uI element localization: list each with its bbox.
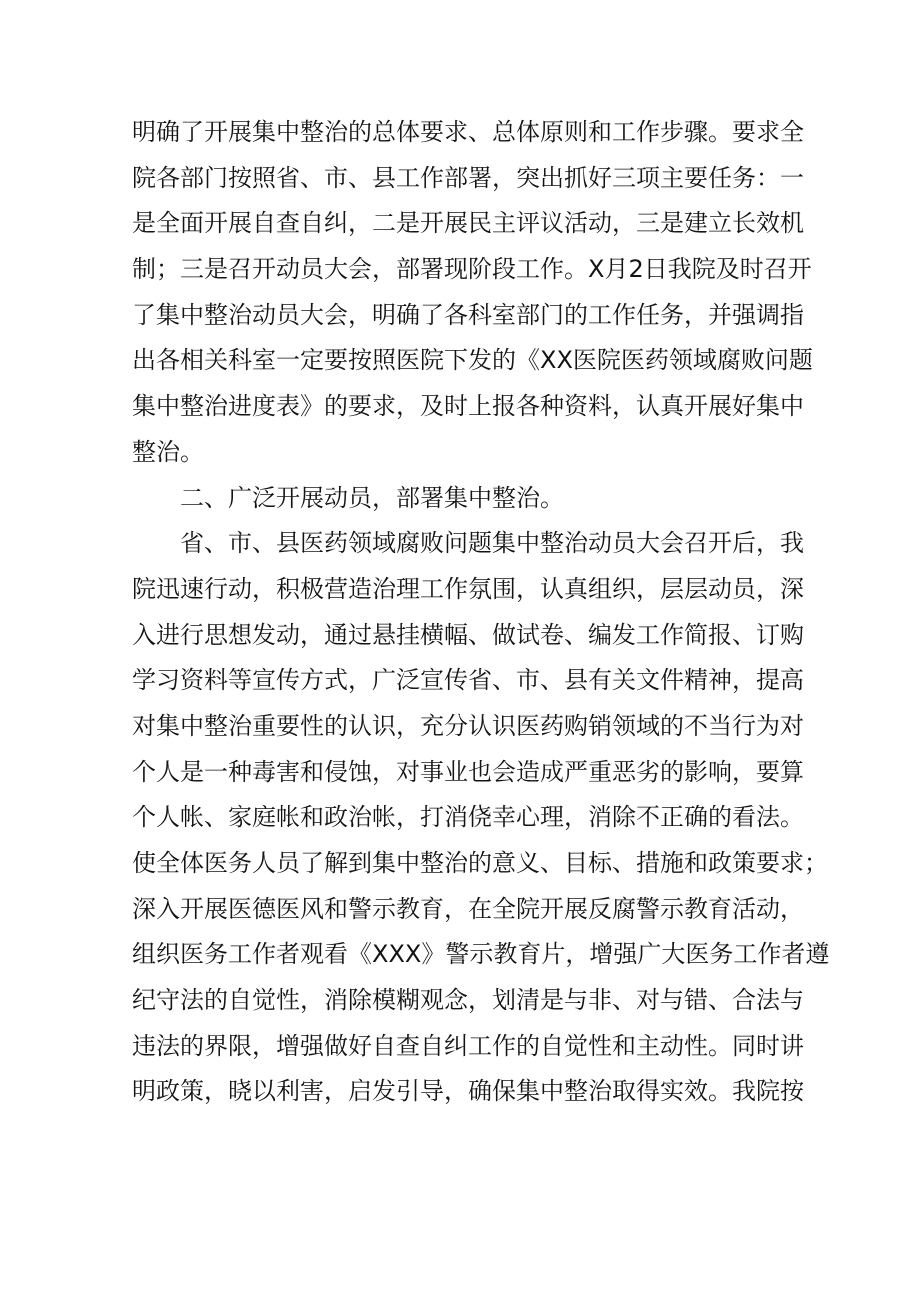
body-line: 使全体医务人员了解到集中整治的意义、目标、措施和政策要求；: [132, 849, 828, 877]
document-body: [132, 110, 830, 1115]
body-line: 了集中整治动员大会，明确了各科室部门的工作任务，并强调指: [132, 300, 804, 329]
body-line: 是全面开展自查自纠，二是开展民主评议活动，三是建立长效机: [132, 209, 804, 238]
body-line: 纪守法的自觉性，消除模糊观念，划清是与非、对与错、合法与: [132, 986, 804, 1015]
body-line: 集中整治进度表》的要求，及时上报各种资料，认真开展好集中: [132, 392, 804, 421]
body-line: 违法的界限，增强做好自查自纠工作的自觉性和主动性。同时讲: [132, 1031, 804, 1060]
section-heading: 二、广泛开展动员，部署集中整治。: [180, 483, 564, 512]
body-line: 整治。: [132, 437, 204, 466]
body-line: 省、市、县医药领域腐败问题集中整治动员大会召开后，我: [180, 529, 804, 558]
body-line: 入进行思想发动，通过悬挂横幅、做试卷、编发工作简报、订购: [132, 620, 804, 649]
body-line: 对集中整治重要性的认识，充分认识医药购销领域的不当行为对: [132, 711, 804, 740]
body-line: 院迅速行动，积极营造治理工作氛围，认真组织，层层动员，深: [132, 574, 804, 603]
body-line: 深入开展医德医风和警示教育，在全院开展反腐警示教育活动，: [132, 894, 804, 923]
body-line: 院各部门按照省、市、县工作部署，突出抓好三项主要任务：一: [132, 163, 804, 192]
body-line: 制；三是召开动员大会，部署现阶段工作。X月2日我院及时召开: [132, 255, 812, 284]
body-line: 出各相关科室一定要按照医院下发的《XX医院医药领域腐败问题: [132, 346, 813, 375]
body-line: 组织医务工作者观看《XXX》警示教育片，增强广大医务工作者遵: [132, 940, 830, 969]
body-line: 个人是一种毒害和侵蚀，对事业也会造成严重恶劣的影响，要算: [132, 757, 804, 786]
body-line: 个人帐、家庭帐和政治帐，打消侥幸心理，消除不正确的看法。: [132, 803, 804, 832]
body-line: 明确了开展集中整治的总体要求、总体原则和工作步骤。要求全: [132, 118, 804, 146]
body-line: 学习资料等宣传方式，广泛宣传省、市、县有关文件精神，提高: [132, 666, 804, 695]
body-line: 明政策，晓以利害，启发引导，确保集中整治取得实效。我院按: [132, 1077, 804, 1106]
